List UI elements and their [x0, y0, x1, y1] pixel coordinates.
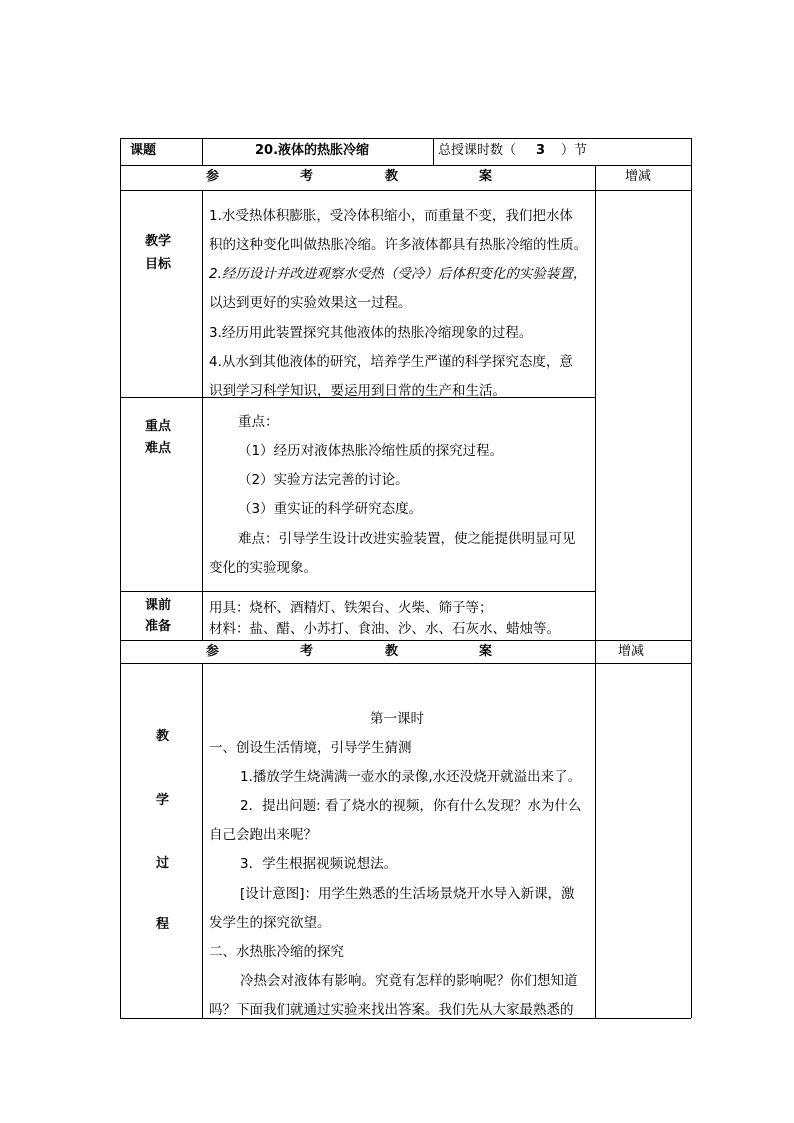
goal-line: 4.从水到其他液体的研究，培养学生严谨的科学探究态度，意	[209, 354, 573, 370]
total-hours-suffix: ）节	[561, 143, 588, 158]
process-line: 冷热会对液体有影响。究竟有怎样的影响呢？你们想知道	[240, 973, 578, 989]
keypoint-line: 重点：	[238, 414, 279, 430]
ref-header-char: 参	[206, 644, 220, 659]
table-col-divider	[202, 190, 203, 640]
ref-header-char: 案	[479, 644, 493, 659]
table-col-divider	[433, 138, 434, 165]
goal-line: 积的这种变化叫做热胀冷缩。许多液体都具有热胀冷缩的性质。	[209, 237, 587, 253]
process-line: 一、创设生活情境，引导学生猜测	[209, 740, 412, 756]
process-line: 发学生的探究欲望。	[209, 915, 331, 931]
adjust-header: 增减	[618, 644, 645, 659]
process-line: 自己会跑出来呢？	[209, 827, 317, 843]
process-label: 教	[156, 729, 170, 744]
goals-label: 教学	[145, 234, 172, 249]
keypoints-label: 重点	[145, 419, 172, 434]
prep-label: 准备	[145, 619, 172, 634]
prep-label: 课前	[145, 598, 172, 613]
keypoint-line: （1）经历对液体热胀冷缩性质的探究过程。	[238, 443, 504, 459]
table-rule	[120, 591, 595, 592]
prep-line: 用具：烧杯、酒精灯、铁架台、火柴、筛子等；	[209, 600, 493, 616]
goal-line: 识到学习科学知识，要运用到日常的生产和生活。	[209, 383, 506, 399]
total-hours-prefix: 总授课时数（	[438, 143, 517, 158]
process-line: 1.播放学生烧满满一壶水的录像,水还没烧开就溢出来了。	[240, 769, 582, 785]
ref-header-char: 案	[479, 169, 493, 184]
total-hours-value: 3	[536, 143, 546, 158]
ref-header-char: 教	[385, 169, 399, 184]
prep-line: 材料：盐、醋、小苏打、食油、沙、水、石灰水、蜡烛等。	[209, 621, 560, 637]
table-col-divider	[595, 165, 596, 1018]
table-rule	[120, 165, 691, 166]
keypoint-line: 变化的实验现象。	[209, 560, 317, 576]
table-rule	[120, 640, 691, 641]
table-border-right	[691, 138, 692, 1018]
process-line: [设计意图]：用学生熟悉的生活场景烧开水导入新课，激	[240, 886, 575, 902]
goal-line: 3.经历用此装置探究其他液体的热胀冷缩现象的过程。	[209, 325, 533, 341]
ref-header-char: 参	[206, 169, 220, 184]
table-col-divider	[202, 663, 203, 1018]
process-line: 3．学生根据视频说想法。	[240, 856, 398, 872]
process-label: 学	[156, 793, 170, 808]
process-line: 第一课时	[370, 711, 424, 727]
process-line: 二、水热胀冷缩的探究	[209, 944, 344, 960]
subject-label: 课题	[130, 143, 157, 158]
goal-line: 以达到更好的实验效果这一过程。	[209, 295, 412, 311]
lesson-title: 20.液体的热胀冷缩	[255, 143, 370, 158]
keypoint-line: （3）重实证的科学研究态度。	[238, 501, 423, 517]
table-border-bottom	[120, 1018, 691, 1019]
process-line: 吗？下面我们就通过实验来找出答案。我们先从大家最熟悉的	[209, 1002, 574, 1018]
keypoint-line: （2）实验方法完善的讨论。	[238, 472, 409, 488]
adjust-header: 增减	[625, 169, 652, 184]
table-rule	[120, 663, 691, 664]
goals-label: 目标	[145, 257, 172, 272]
keypoint-line: 难点：引导学生设计改进实验装置，使之能提供明显可见	[238, 531, 576, 547]
ref-header-char: 考	[300, 169, 314, 184]
table-col-divider	[202, 138, 203, 165]
table-border-top	[120, 138, 691, 139]
table-rule	[120, 190, 691, 191]
keypoints-label: 难点	[145, 441, 172, 456]
table-border-left	[120, 138, 121, 1018]
ref-header-char: 考	[300, 644, 314, 659]
ref-header-char: 教	[385, 644, 399, 659]
process-label: 过	[156, 856, 170, 871]
process-line: 2．提出问题: 看了烧水的视频，你有什么发现？水为什么	[240, 798, 582, 814]
process-label: 程	[156, 917, 170, 932]
goal-line: 1.水受热体积膨胀，受冷体积缩小，而重量不变，我们把水体	[209, 208, 573, 224]
goal-line: 2.经历设计并改进观察水受热（受冷）后体积变化的实验装置，	[209, 266, 587, 282]
